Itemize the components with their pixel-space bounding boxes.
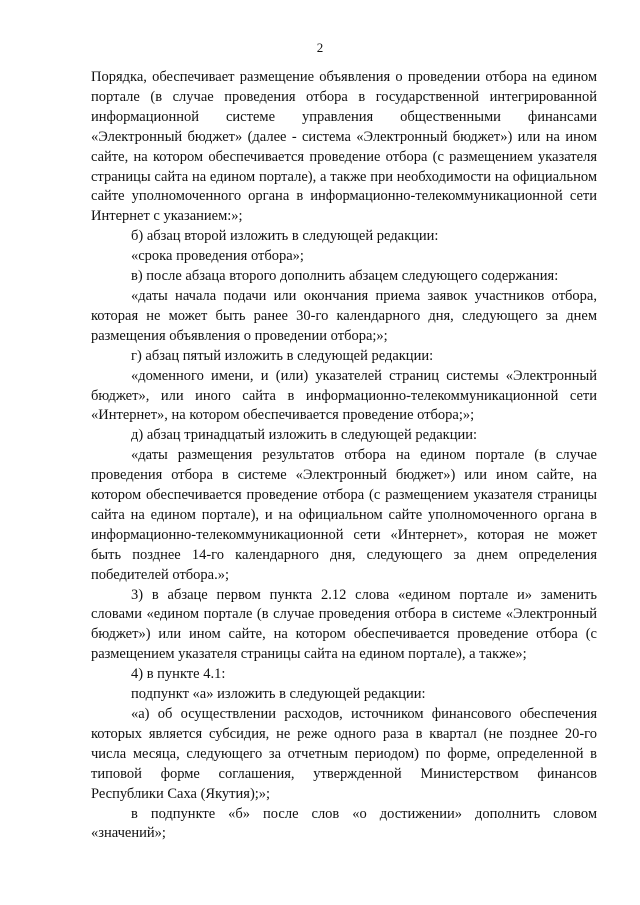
page-number: 2 <box>316 40 324 55</box>
paragraph-quote: «доменного имени, и (или) указателей страниц системы «Электронный бюджет», или иного сайта в информационно-телекоммуникационной сети «Интернет», на котором обеспечивается проведение отбора;»; <box>91 367 597 424</box>
paragraph-quote: «а) об осуществлении расходов, источником финансового обеспечения которых является субсидия, не реже одного раза в квартал (не позднее 20-го числа месяца, следующего за отчетным периодом) по форме, определенной в типовой форме соглашения, утвержденной Министерством финансов Республики Саха (Якутия);»; <box>91 706 597 802</box>
paragraph-item-3: 3) в абзаце первом пункта 2.12 слова «едином портале и» заменить словами «едином портале (в случае проведения отбора в системе «Электронный бюджет») или ином сайте, на котором обеспечивается проведение отбора (с размещением указателя страницы сайта на едином портале), а также»; <box>91 586 597 663</box>
paragraph-quote: «срока проведения отбора»; <box>131 248 304 265</box>
paragraph-quote: «даты размещения результатов отбора на едином портале (в случае проведения отбора в системе «Электронный бюджет») или ином сайте, на котором обеспечивается проведение отбора (с размещением указателя страницы сайта на едином портале), и на официальном сайте уполномоченного органа в информационно-телекоммуникационной сети «Интернет», которая не может быть позднее 14-го календарного дня, следующего за днем определения победителей отбора.»; <box>91 447 597 583</box>
paragraph-item-g: г) абзац пятый изложить в следующей редакции: <box>131 347 434 364</box>
paragraph-item-b: б) абзац второй изложить в следующей редакции: <box>131 228 439 245</box>
paragraph-subitem-b: в подпункте «б» после слов «о достижении» дополнить словом «значений»; <box>91 805 597 842</box>
document-body <box>91 68 597 844</box>
paragraph-item-v: в) после абзаца второго дополнить абзацем следующего содержания: <box>131 268 559 285</box>
paragraph-quote: «даты начала подачи или окончания приема заявок участников отбора, которая не может быть ранее 30-го календарного дня, следующего за днем размещения объявления о проведении отбора;»; <box>91 287 597 344</box>
paragraph-subitem-a: подпункт «а» изложить в следующей редакции: <box>131 686 426 703</box>
paragraph-continuation: Порядка, обеспечивает размещение объявления о проведении отбора на едином портале (в случае проведения отбора в государственной интегрированной информационной системе управления общественными финансами «Электронный бюджет» (далее - система «Электронный бюджет») или на ином сайте, на котором обеспечивается проведение отбора (с размещением указателя страницы сайта на едином портале), а также при необходимости на официальном сайте уполномоченного органа в информационно-телекоммуникационной сети Интернет с указанием:»; <box>91 69 597 225</box>
paragraph-item-4: 4) в пункте 4.1: <box>131 666 226 683</box>
paragraph-item-d: д) абзац тринадцатый изложить в следующей редакции: <box>131 427 478 444</box>
